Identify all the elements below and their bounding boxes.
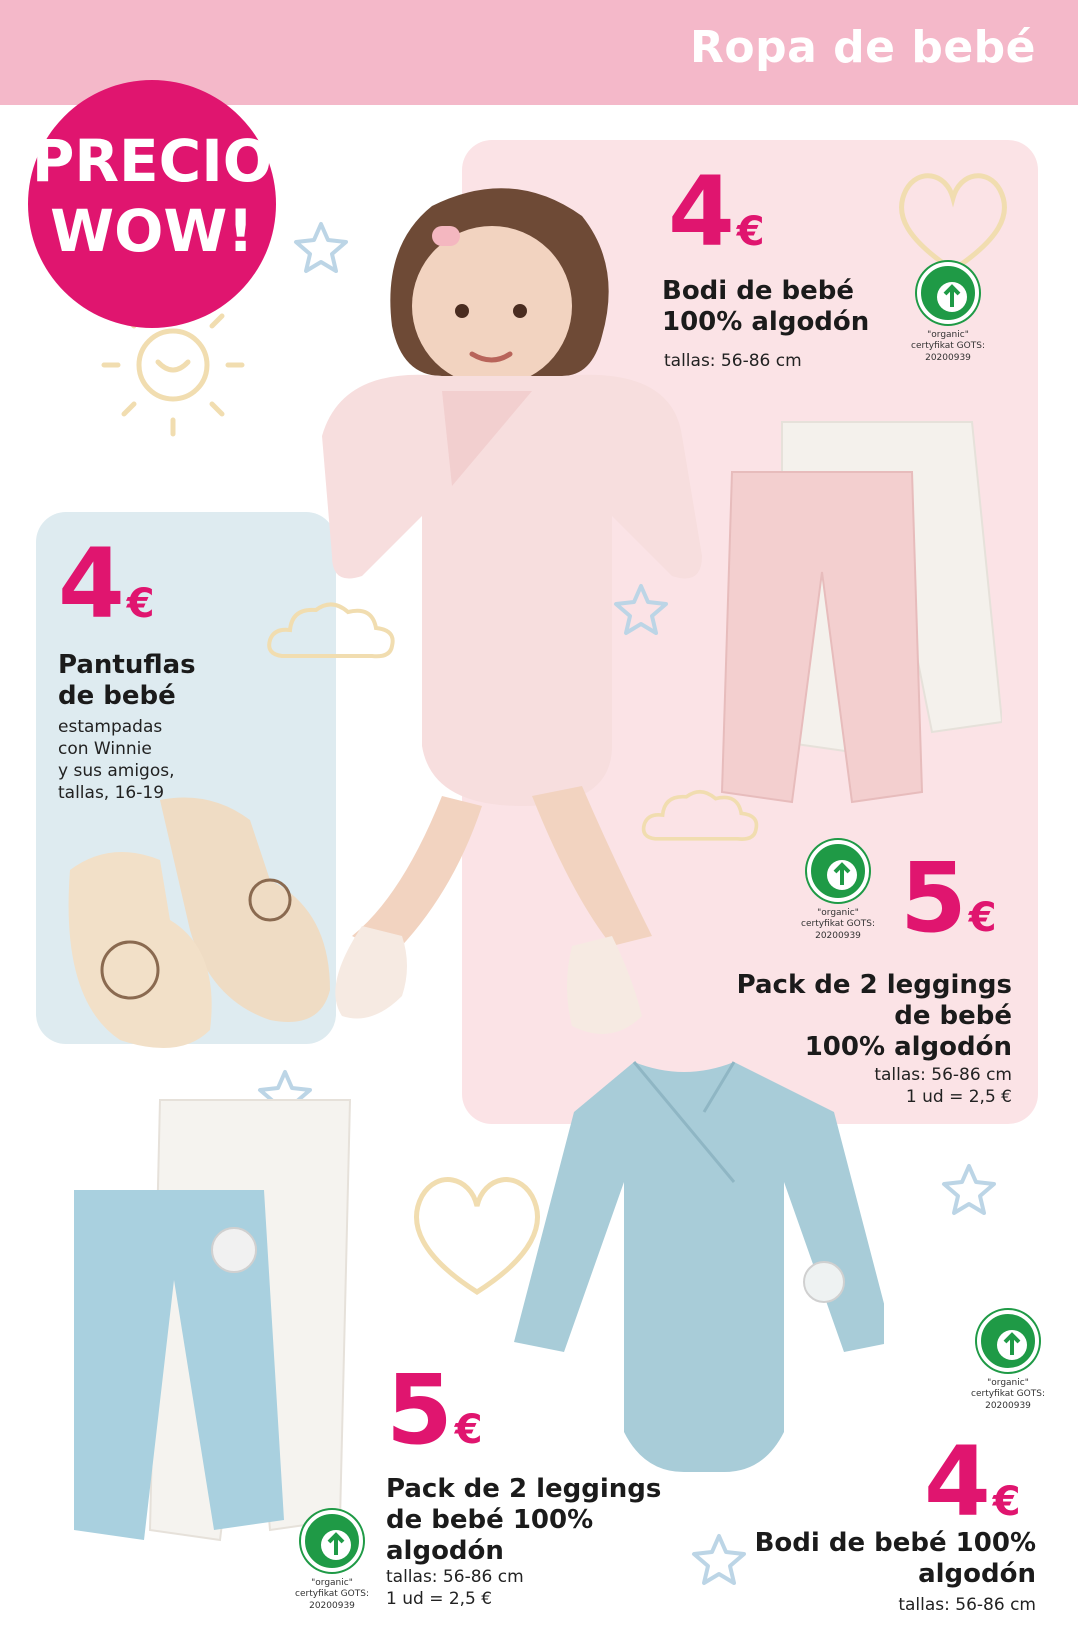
star-doodle-icon xyxy=(940,1162,998,1216)
desc-pantuflas: estampadas con Winnie y sus amigos, tallas, 16-19 xyxy=(58,717,175,804)
organic-cert-4: "organic" certyfikat GOTS: 20200939 xyxy=(960,1310,1056,1412)
price-bodi-blue: 4€ xyxy=(924,1426,1021,1538)
price-wow-badge xyxy=(28,80,276,328)
gots-organic-icon xyxy=(917,262,979,324)
badge-line-1: PRECIO xyxy=(31,127,273,195)
gots-organic-icon xyxy=(301,1510,363,1572)
organic-cert-3: "organic" certyfikat GOTS: 20200939 xyxy=(284,1510,380,1612)
slippers-photo xyxy=(60,790,340,1050)
desc-bodi-pink: tallas: 56-86 cm xyxy=(664,351,802,371)
leggings-pack-pink-photo xyxy=(712,412,1002,822)
title-bodi-blue: Bodi de bebé 100% algodón xyxy=(754,1528,1036,1590)
title-leggings-pink: Pack de 2 leggings de bebé 100% algodón xyxy=(736,970,1012,1063)
desc-leggings-pink: tallas: 56-86 cm 1 ud = 2,5 € xyxy=(874,1065,1012,1108)
title-bodi-pink: Bodi de bebé 100% algodón xyxy=(662,276,870,338)
desc-leggings-blue: tallas: 56-86 cm 1 ud = 2,5 € xyxy=(386,1567,524,1610)
desc-bodi-blue: tallas: 56-86 cm xyxy=(898,1595,1036,1615)
price-leggings-blue: 5€ xyxy=(386,1354,483,1466)
badge-line-2: WOW! xyxy=(50,197,254,265)
price-pantuflas: 4€ xyxy=(58,528,155,640)
organic-cert-2: "organic" certyfikat GOTS: 20200939 xyxy=(790,840,886,942)
bodysuit-blue-photo xyxy=(484,1052,884,1472)
gots-organic-icon xyxy=(977,1310,1039,1372)
page-title: Ropa de bebé xyxy=(690,22,1036,73)
gots-organic-icon xyxy=(807,840,869,902)
title-leggings-blue: Pack de 2 leggings de bebé 100% algodón xyxy=(386,1474,662,1567)
title-pantuflas: Pantuflas de bebé xyxy=(58,650,196,712)
price-leggings-pink: 5€ xyxy=(900,842,997,954)
organic-cert-1: "organic" certyfikat GOTS: 20200939 xyxy=(900,262,996,364)
price-bodi-pink: 4€ xyxy=(668,156,765,268)
star-doodle-icon xyxy=(690,1532,748,1586)
